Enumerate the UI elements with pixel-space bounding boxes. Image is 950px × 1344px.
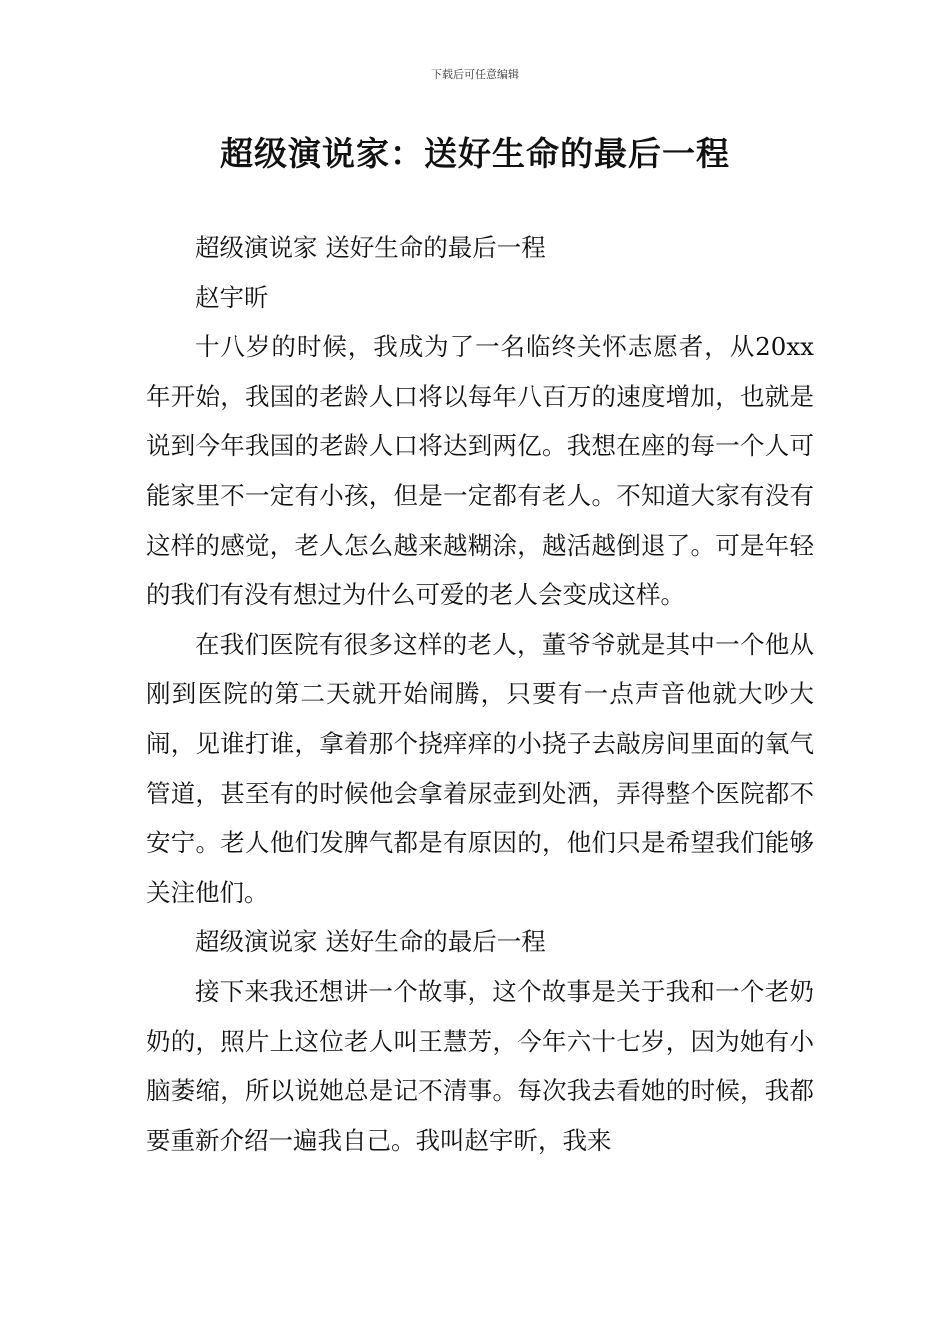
paragraph: 十八岁的时候，我成为了一名临终关怀志愿者，从20xx年开始，我国的老龄人口将以每年八百万的速度增加，也就是说到今年我国的老龄人口将达到两亿。我想在座的每一个人可能家里不一定有小孩，但是一定都有老人。不知道大家有没有这样的感觉，老人怎么越来越糊涂，越活越倒退了。可是年轻的我们有没有想过为什么可爱的老人会变成这样。 [146,332,814,610]
paragraph-subtitle: 超级演说家 送好生命的最后一程 [195,233,546,262]
document-title: 超级演说家：送好生命的最后一程 [220,134,730,173]
paragraph-author: 赵宇昕 [195,282,269,312]
paragraph: 在我们医院有很多这样的老人，董爷爷就是其中一个他从刚到医院的第二天就开始闹腾，只要有一点声音他就大吵大闹，见谁打谁，拿着那个挠痒痒的小挠子去敲房间里面的氧气管道，甚至有的时候他会拿着尿壶到处洒，弄得整个医院都不安宁。老人他们发脾气都是有原因的，他们只是希望我们能够关注他们。 [146,629,814,907]
paragraph-subtitle-repeat: 超级演说家 送好生命的最后一程 [195,927,546,957]
paragraph: 接下来我还想讲一个故事，这个故事是关于我和一个老奶奶的，照片上这位老人叫王慧芳，今年六十七岁，因为她有小脑萎缩，所以说她总是记不清事。每次我去看她的时候，我都要重新介绍一遍我自己。我叫赵宇昕，我来 [146,976,814,1155]
header-note: 下载后可任意编辑 [431,68,519,81]
document-body [146,223,814,1165]
